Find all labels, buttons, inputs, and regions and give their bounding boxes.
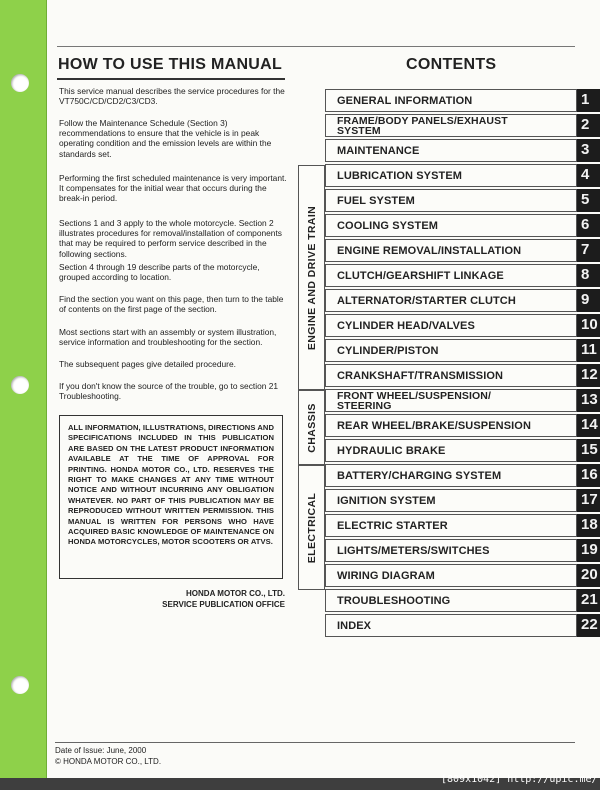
punch-hole <box>11 376 29 394</box>
toc-label: CYLINDER HEAD/VALVES <box>337 320 475 332</box>
troubleshooting-paragraph: If you don't know the source of the trouble, go to section 21 Troubleshooting. <box>59 381 279 402</box>
toc-battery-charging[interactable] <box>325 464 577 487</box>
image-host-footer: [809x1042] http://upic.me/ <box>441 774 598 785</box>
toc-tab[interactable] <box>577 339 600 362</box>
toc-engine-removal[interactable] <box>325 239 577 262</box>
toc-wiring-diagram[interactable] <box>325 564 577 587</box>
section-number: 19 <box>581 541 598 558</box>
toc-tab[interactable] <box>577 414 600 437</box>
toc-tab[interactable] <box>577 239 600 262</box>
toc-tab[interactable] <box>577 364 600 387</box>
toc-label: LIGHTS/METERS/SWITCHES <box>337 545 490 557</box>
section-number: 18 <box>581 516 598 533</box>
toc-cylinder-head[interactable] <box>325 314 577 337</box>
section-number: 13 <box>581 391 598 408</box>
section-number: 10 <box>581 316 598 333</box>
toc-label-line2: STEERING <box>337 400 392 412</box>
contents-title: CONTENTS <box>406 56 497 73</box>
toc-label: HYDRAULIC BRAKE <box>337 445 446 457</box>
section-number: 16 <box>581 466 598 483</box>
toc-tab[interactable] <box>577 389 600 412</box>
toc-hydraulic-brake[interactable] <box>325 439 577 462</box>
toc-tab[interactable] <box>577 464 600 487</box>
toc-label: WIRING DIAGRAM <box>337 570 435 582</box>
toc-label-line2: SYSTEM <box>337 125 381 137</box>
issue-date: Date of Issue: June, 2000 <box>55 746 147 755</box>
group-label: ELECTRICAL <box>305 492 318 563</box>
toc-tab[interactable] <box>577 614 600 637</box>
section-number: 17 <box>581 491 598 508</box>
sections-paragraph: Sections 1 and 3 apply to the whole motorcycle. Section 2 illustrates procedures for removal/installation of components that may be required to perform service described in the following sections. <box>59 218 282 259</box>
section-number: 3 <box>581 141 590 158</box>
group-label: ENGINE AND DRIVE TRAIN <box>305 205 318 350</box>
toc-index[interactable] <box>325 614 577 637</box>
toc-fuel-system[interactable] <box>325 189 577 212</box>
toc-frame-body-panels[interactable] <box>325 114 577 137</box>
toc-label: ENGINE REMOVAL/INSTALLATION <box>337 245 522 257</box>
toc-label: REAR WHEEL/BRAKE/SUSPENSION <box>337 420 531 432</box>
group-engine-drive-train <box>298 165 325 390</box>
toc-label: CRANKSHAFT/TRANSMISSION <box>337 370 504 382</box>
toc-lights-meters[interactable] <box>325 539 577 562</box>
maintenance-paragraph: Follow the Maintenance Schedule (Section 3) recommendations to ensure that the vehicle is in peak operating condition and the emission levels are within the standards set. <box>59 118 272 159</box>
section-number: 2 <box>581 116 590 133</box>
section-number: 8 <box>581 266 590 283</box>
top-rule <box>57 46 575 47</box>
copyright: © HONDA MOTOR CO., LTD. <box>55 757 162 766</box>
toc-label: BATTERY/CHARGING SYSTEM <box>337 470 502 482</box>
toc-label: ALTERNATOR/STARTER CLUTCH <box>337 295 516 307</box>
punch-hole <box>11 676 29 694</box>
toc-tab[interactable] <box>577 139 600 162</box>
toc-label: COOLING SYSTEM <box>337 220 439 232</box>
toc-clutch-gearshift[interactable] <box>325 264 577 287</box>
toc-general-information[interactable] <box>325 89 577 112</box>
section-number: 6 <box>581 216 590 233</box>
toc-cooling-system[interactable] <box>325 214 577 237</box>
toc-rear-wheel[interactable] <box>325 414 577 437</box>
toc-front-wheel[interactable] <box>325 389 577 412</box>
section-number: 9 <box>581 291 590 308</box>
section-number: 11 <box>581 341 597 358</box>
intro-paragraph: This service manual describes the service procedures for the VT750C/CD/CD2/C3/CD3. <box>59 86 285 107</box>
section-number: 12 <box>581 366 598 383</box>
section-number: 5 <box>581 191 590 208</box>
section-number: 7 <box>581 241 590 258</box>
toc-tab[interactable] <box>577 89 600 112</box>
toc-tab[interactable] <box>577 164 600 187</box>
legal-notice-box: ALL INFORMATION, ILLUSTRATIONS, DIRECTIONS AND SPECIFICATIONS INCLUDED IN THIS PUBLICATION ARE BASED ON THE LATEST PRODUCT INFORMATION AVAILABLE AT THE TIME OF APPROVAL FOR PRINTING. HONDA MOTOR CO., LTD. RESERVES THE RIGHT TO MAKE CHANGES AT ANY TIME WITHOUT NOTICE AND WITHOUT INCURRING ANY OBLIGATION WHATEVER. NO PART OF THIS PUBLICATION MAY BE REPRODUCED WITHOUT WRITTEN PERMISSION. THIS MANUAL IS WRITTEN FOR PERSONS WHO HAVE ACQUIRED BASIC KNOWLEDGE OF MAINTENANCE ON HONDA MOTORCYCLES, MOTOR SCOOTERS OR ATVS. <box>59 415 283 579</box>
toc-tab[interactable] <box>577 564 600 587</box>
toc-crankshaft[interactable] <box>325 364 577 387</box>
break-in-paragraph: Performing the first scheduled maintenance is very important. It compensates for the initial wear that occurs during the break-in period. <box>59 173 287 204</box>
toc-maintenance[interactable] <box>325 139 577 162</box>
toc-tab[interactable] <box>577 214 600 237</box>
toc-alternator-starter[interactable] <box>325 289 577 312</box>
group-label: CHASSIS <box>305 402 318 453</box>
punch-hole <box>11 74 29 92</box>
toc-label: LUBRICATION SYSTEM <box>337 170 463 182</box>
toc-label: FUEL SYSTEM <box>337 195 415 207</box>
section-number: 20 <box>581 566 598 583</box>
green-binding-strip <box>0 0 47 778</box>
toc-label: TROUBLESHOOTING <box>337 595 451 607</box>
section-number: 22 <box>581 616 598 633</box>
bottom-rule <box>55 742 575 743</box>
toc-cylinder-piston[interactable] <box>325 339 577 362</box>
toc-label-line1: FRAME/BODY PANELS/EXHAUST <box>337 115 508 127</box>
toc-tab[interactable] <box>577 289 600 312</box>
toc-ignition-system[interactable] <box>325 489 577 512</box>
sections-4-19-paragraph: Section 4 through 19 describe parts of the motorcycle, grouped according to location. <box>59 262 260 283</box>
toc-tab[interactable] <box>577 114 600 137</box>
group-electrical <box>298 465 325 590</box>
toc-label: CLUTCH/GEARSHIFT LINKAGE <box>337 270 504 282</box>
group-chassis <box>298 390 325 465</box>
toc-label: ELECTRIC STARTER <box>337 520 448 532</box>
toc-label: IGNITION SYSTEM <box>337 495 436 507</box>
toc-electric-starter[interactable] <box>325 514 577 537</box>
how-to-use-title: HOW TO USE THIS MANUAL <box>58 56 283 73</box>
toc-tab[interactable] <box>577 189 600 212</box>
toc-tab[interactable] <box>577 314 600 337</box>
toc-tab[interactable] <box>577 589 600 612</box>
signature-company: HONDA MOTOR CO., LTD. <box>186 589 285 598</box>
section-number: 4 <box>581 166 590 183</box>
subsequent-pages-paragraph: The subsequent pages give detailed procedure. <box>59 359 236 369</box>
toc-troubleshooting[interactable] <box>325 589 577 612</box>
title-underline <box>57 78 285 80</box>
section-number: 21 <box>581 591 598 608</box>
toc-label: INDEX <box>337 620 372 632</box>
toc-tab[interactable] <box>577 539 600 562</box>
section-number: 14 <box>581 416 598 433</box>
toc-tab[interactable] <box>577 439 600 462</box>
section-start-paragraph: Most sections start with an assembly or system illustration, service information and troubleshooting for the section. <box>59 327 277 348</box>
find-section-paragraph: Find the section you want on this page, then turn to the table of contents on the first page of the section. <box>59 294 284 315</box>
signature-office: SERVICE PUBLICATION OFFICE <box>162 600 285 609</box>
section-number: 1 <box>581 91 590 108</box>
toc-tab[interactable] <box>577 264 600 287</box>
toc-label-line1: FRONT WHEEL/SUSPENSION/ <box>337 390 491 402</box>
toc-label: MAINTENANCE <box>337 145 420 157</box>
toc-tab[interactable] <box>577 514 600 537</box>
toc-label: GENERAL INFORMATION <box>337 95 473 107</box>
toc-tab[interactable] <box>577 489 600 512</box>
toc-label: CYLINDER/PISTON <box>337 345 439 357</box>
toc-lubrication-system[interactable] <box>325 164 577 187</box>
section-number: 15 <box>581 441 598 458</box>
